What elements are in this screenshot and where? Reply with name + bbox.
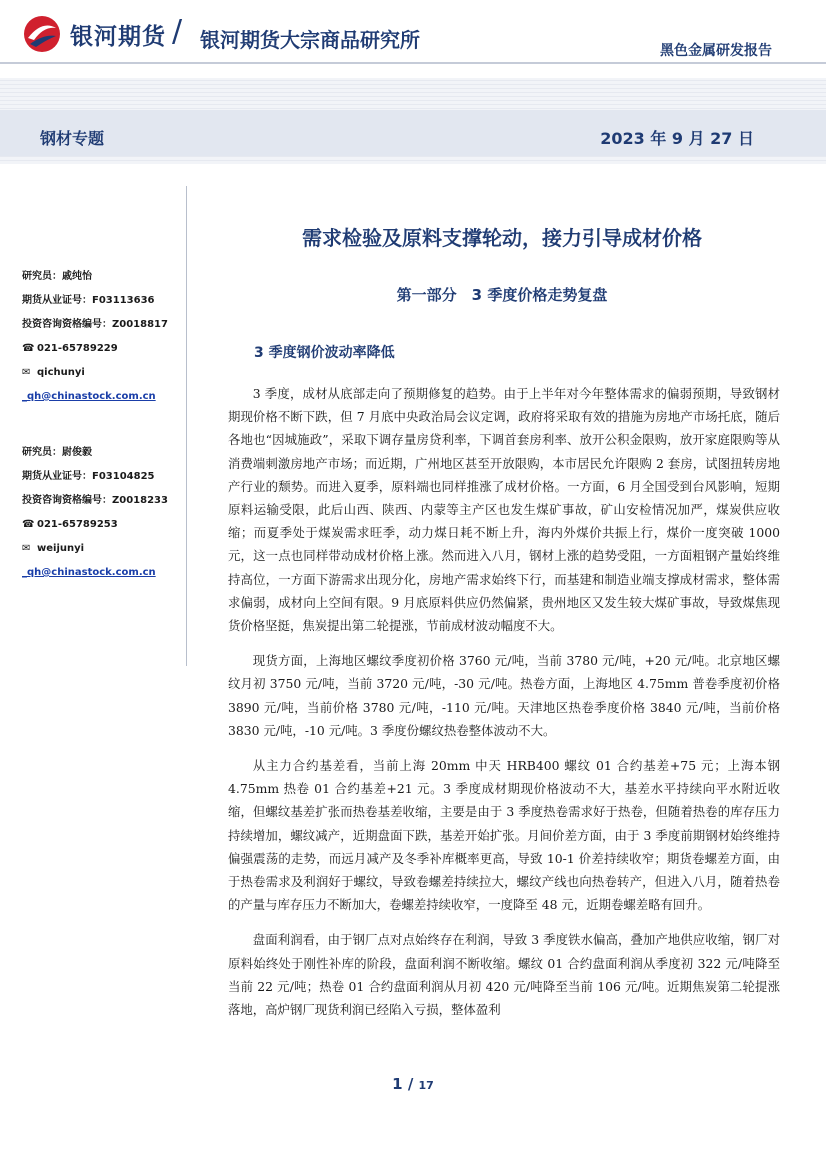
page-separator: / [402, 1075, 419, 1093]
report-title: 需求检验及原料支撑轮动，接力引导成材价格 [302, 226, 702, 250]
current-page: 1 [392, 1075, 403, 1093]
total-pages: 17 [418, 1079, 434, 1092]
analyst-sidebar [22, 270, 192, 622]
part-heading: 第一部分 3 季度价格走势复盘 [396, 286, 608, 304]
galaxy-logo-icon [22, 14, 62, 54]
section-heading: 3 季度钢价波动率降低 [254, 345, 395, 361]
analyst-advisory-id: 投资咨询资格编号：Z0018233 [22, 495, 168, 506]
analyst-phone: 021-65789253 [37, 519, 118, 530]
brand-name: 银河期货 [70, 24, 166, 50]
page-number [0, 1074, 826, 1093]
analyst-license: 期货从业证号：F03113636 [22, 295, 155, 306]
analyst-card [22, 446, 192, 590]
page-header [0, 0, 826, 76]
mail-icon: ✉ [22, 367, 31, 378]
mail-icon: ✉ [22, 543, 31, 554]
analyst-email-link[interactable]: _qh@chinastock.com.cn [22, 567, 156, 578]
analyst-phone: 021-65789229 [37, 343, 118, 354]
phone-icon: ☎ [22, 519, 35, 530]
body-paragraph: 从主力合约基差看，当前上海 20mm 中天 HRB400 螺纹 01 合约基差+75 元；上海本钢 4.75mm 热卷 01 合约基差+21 元。3 季度成材期现价格波动不大，基差水平持续向平水附近收缩，但螺纹基差扩张而热卷基差收缩，主要是由于 3 季度热卷需求好于热卷，但随着热卷的库存压力持续增加，螺纹减产，近期盘面下跌，基差开始扩张。月间价差方面，由于 3 季度前期钢材始终维持偏强震荡的走势，而远月减产及冬季补库概率更高，导致 10-1 价差持续收窄；期货卷螺差方面，由于热卷需求及利润好于螺纹，导致卷螺差持续拉大，螺纹产线也向热卷转产，但进入八月，随着热卷的产量与库存压力不断加大，卷螺差持续收窄，一度降至 48 元，近期卷螺差略有回升。 [228, 758, 780, 913]
analyst-im: qichunyi [37, 367, 85, 378]
report-date: 2023 年 9 月 27 日 [600, 129, 754, 148]
phone-icon: ☎ [22, 343, 35, 354]
analyst-license: 期货从业证号：F03104825 [22, 471, 155, 482]
analyst-advisory-id: 投资咨询资格编号：Z0018817 [22, 319, 168, 330]
analyst-name: 研究员：戚纯怡 [22, 271, 92, 282]
analyst-email-link[interactable]: _qh@chinastock.com.cn [22, 391, 156, 402]
report-topic: 钢材专题 [40, 129, 105, 148]
analyst-card [22, 270, 192, 414]
body-paragraph: 3 季度，成材从底部走向了预期修复的趋势。由于上半年对今年整体需求的偏弱预期，导致钢材期现价格不断下跌，但 7 月底中央政治局会议定调，政府将采取有效的措施为房地产市场托底，随后各地也“因城施政”，采取下调存量房贷利率，下调首套房利率、放开公积金限购，放开家庭限购等从消费端刺激房地产市场；而近期，广州地区甚至开放限购，本市居民允许限购 2 套房，试图扭转房地产行业的颓势。而进入夏季，原料端也同样推涨了成材价格。一方面，6 月全国受到台风影响，短期原料运输受限，此后山西、陕西、内蒙等主产区也发生煤矿事故，矿山安检情况加严，煤炭供应收缩；而夏季处于煤炭需求旺季，动力煤日耗不断上升，海内外煤价共振上行，煤价一度突破 1000 元，这一点也同样带动成材价格上涨。然而进入八月，钢材上涨的趋势受阻，一方面粗钢产量始终维持高位，一方面下游需求出现分化，房地产需求始终下行，而基建和制造业端支撑成材需求，整体需求偏弱，成材向上空间有限。9 月底原料供应仍然偏紧，贵州地区又发生较大煤矿事故，导致煤焦现货价格坚挺，焦炭提出第二轮提涨，节前成材波动幅度不大。 [228, 386, 780, 634]
body-paragraph: 盘面利润看，由于钢厂点对点始终存在利润，导致 3 季度铁水偏高，叠加产地供应收缩，钢厂对原料始终处于刚性补库的阶段，盘面利润不断收缩。螺纹 01 合约盘面利润从季度初 322 元/吨降至当前 22 元/吨；热卷 01 合约盘面利润从月初 420 元/吨降至当前 106 元/吨。近期焦炭第二轮提涨落地，高炉钢厂现货利润已经陷入亏损，整体盈利 [228, 932, 780, 1018]
body-paragraph: 现货方面，上海地区螺纹季度初价格 3760 元/吨，当前 3780 元/吨，+20 元/吨。北京地区螺纹月初 3750 元/吨，当前 3720 元/吨，-30 元/吨。热卷方面，上海地区 4.75mm 普卷季度初价格 3890 元/吨，当前价格 3780 元/吨，-110 元/吨。天津地区热卷季度价格 3840 元/吨，当前价格 3830 元/吨，-10 元/吨。3 季度份螺纹热卷整体波动不大。 [228, 653, 780, 738]
report-type: 黑色金属研发报告 [660, 43, 772, 59]
analyst-im: weijunyi [37, 543, 85, 554]
header-rule [0, 62, 826, 64]
institute-name: 银河期货大宗商品研究所 [200, 28, 420, 52]
brand-divider: / [172, 14, 183, 49]
report-body [228, 382, 780, 1033]
analyst-name: 研究员：尉俊毅 [22, 447, 92, 458]
